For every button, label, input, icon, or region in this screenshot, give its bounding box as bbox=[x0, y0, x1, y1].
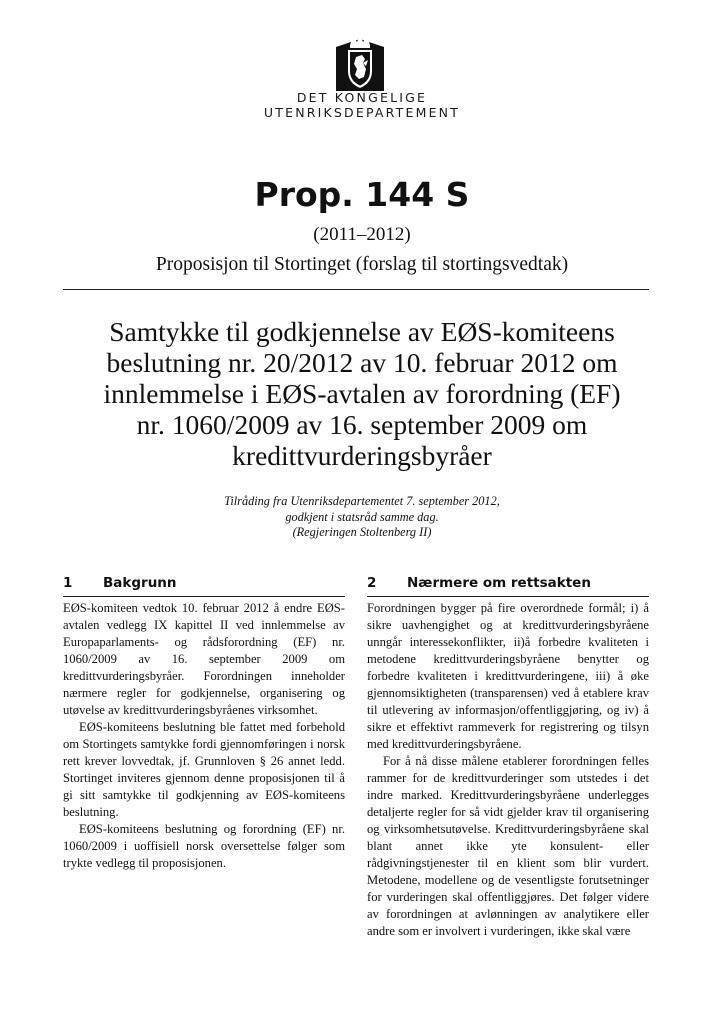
coat-of-arms-icon bbox=[332, 33, 388, 93]
main-title bbox=[80, 316, 644, 471]
header-divider bbox=[63, 289, 649, 290]
recommendation-line: (Regjeringen Stoltenberg II) bbox=[292, 525, 432, 539]
section-2-rule bbox=[367, 596, 649, 597]
proposition-type: Proposisjon til Stortinget (forslag til stortingsvedtak) bbox=[155, 254, 569, 275]
paragraph: EØS-komiteens beslutning og forordning (EF) nr. 1060/2009 i uoffisiell norsk oversettelse følger som trykte vedlegg til proposisjonen. bbox=[63, 822, 345, 870]
section-title: Bakgrunn bbox=[103, 575, 177, 591]
session-years: (2011–2012) bbox=[313, 224, 411, 245]
section-number: 1 bbox=[63, 575, 73, 591]
section-1-body bbox=[63, 600, 345, 872]
main-title-line: kredittvurderingsbyråer bbox=[232, 440, 492, 471]
section-1-rule bbox=[63, 596, 345, 597]
main-title-line: nr. 1060/2009 av 16. september 2009 om bbox=[136, 409, 588, 440]
main-title-line: Samtykke til godkjennelse av EØS-komiteens bbox=[109, 316, 615, 347]
recommendation-note bbox=[0, 494, 724, 541]
main-title-line: beslutning nr. 20/2012 av 10. februar 2012 om bbox=[106, 347, 618, 378]
proposition-number: Prop. 144 S bbox=[254, 175, 470, 214]
main-title-line: innlemmelse i EØS-avtalen av forordning (EF) bbox=[103, 378, 621, 409]
recommendation-line: Tilråding fra Utenriksdepartementet 7. september 2012, bbox=[224, 494, 500, 508]
paragraph: Forordningen bygger på fire overordnede formål; i) å sikre uavhengighet og at kredittvurderingsbyråene unngår interessekonflikter, ii)å forbedre kvaliteten i metodene kredittvurderingsbyråene benytter og forbedre kvaliteten i kredittvurderingene, iii) å øke gjennomsiktigheten (transparensen) ved å etablere krav til utlevering av informasjon/offentliggjøring, og iv) å sikre et effektivt rammeverk for registrering og tilsyn med kredittvurderingsbyråene. bbox=[367, 601, 649, 751]
recommendation-line: godkjent i statsråd samme dag. bbox=[285, 509, 439, 524]
section-title: Nærmere om rettsakten bbox=[407, 575, 591, 591]
department-name-line2: UTENRIKSDEPARTEMENT bbox=[263, 105, 461, 120]
section-2-heading bbox=[367, 575, 649, 595]
paragraph: EØS-komiteens beslutning ble fattet med forbehold om Stortingets samtykke fordi gjennomføringen i norsk rett krever lovvedtak, jf. Grunnloven § 26 annet ledd. Stortinget inviteres gjennom denne proposisjonen til å gi sitt samtykke til godkjenning av EØS-komiteens beslutning. bbox=[63, 720, 345, 819]
section-number: 2 bbox=[367, 575, 377, 591]
paragraph: For å nå disse målene etablerer forordningen felles rammer for de kredittvurderinger som utstedes i det indre marked. Kredittvurderingsbyråene underlegges detaljerte regler for så vidt gjelder krav til organisering og virksomhetsutøvelse. Kredittvurderingsbyråene skal blant annet ikke yte konsulent- eller rådgivningstjenester til en klient som blir vurdert. Metodene, modellene og de vesentligste forutsetninger for vurderingen skal offentliggjøres. Det følger videre av forordningen at avlønningen av analytikere eller andre som er involvert i vurderingen, ikke skal være bbox=[367, 754, 649, 938]
section-1-heading bbox=[63, 575, 345, 595]
department-name-line1: DET KONGELIGE bbox=[296, 90, 428, 105]
paragraph: EØS-komiteen vedtok 10. februar 2012 å endre EØS-avtalen vedlegg IX kapittel II ved innlemmelse av Europaparlaments- og rådsforordning (EF) nr. 1060/2009 av 16. september 2009 om kredittvurderingsbyråer. Forordningen inneholder nærmere regler for godkjennelse, organisering og utøvelse av kredittvurderingsbyråenes virksomhet. bbox=[63, 601, 345, 717]
section-2-body bbox=[367, 600, 649, 940]
